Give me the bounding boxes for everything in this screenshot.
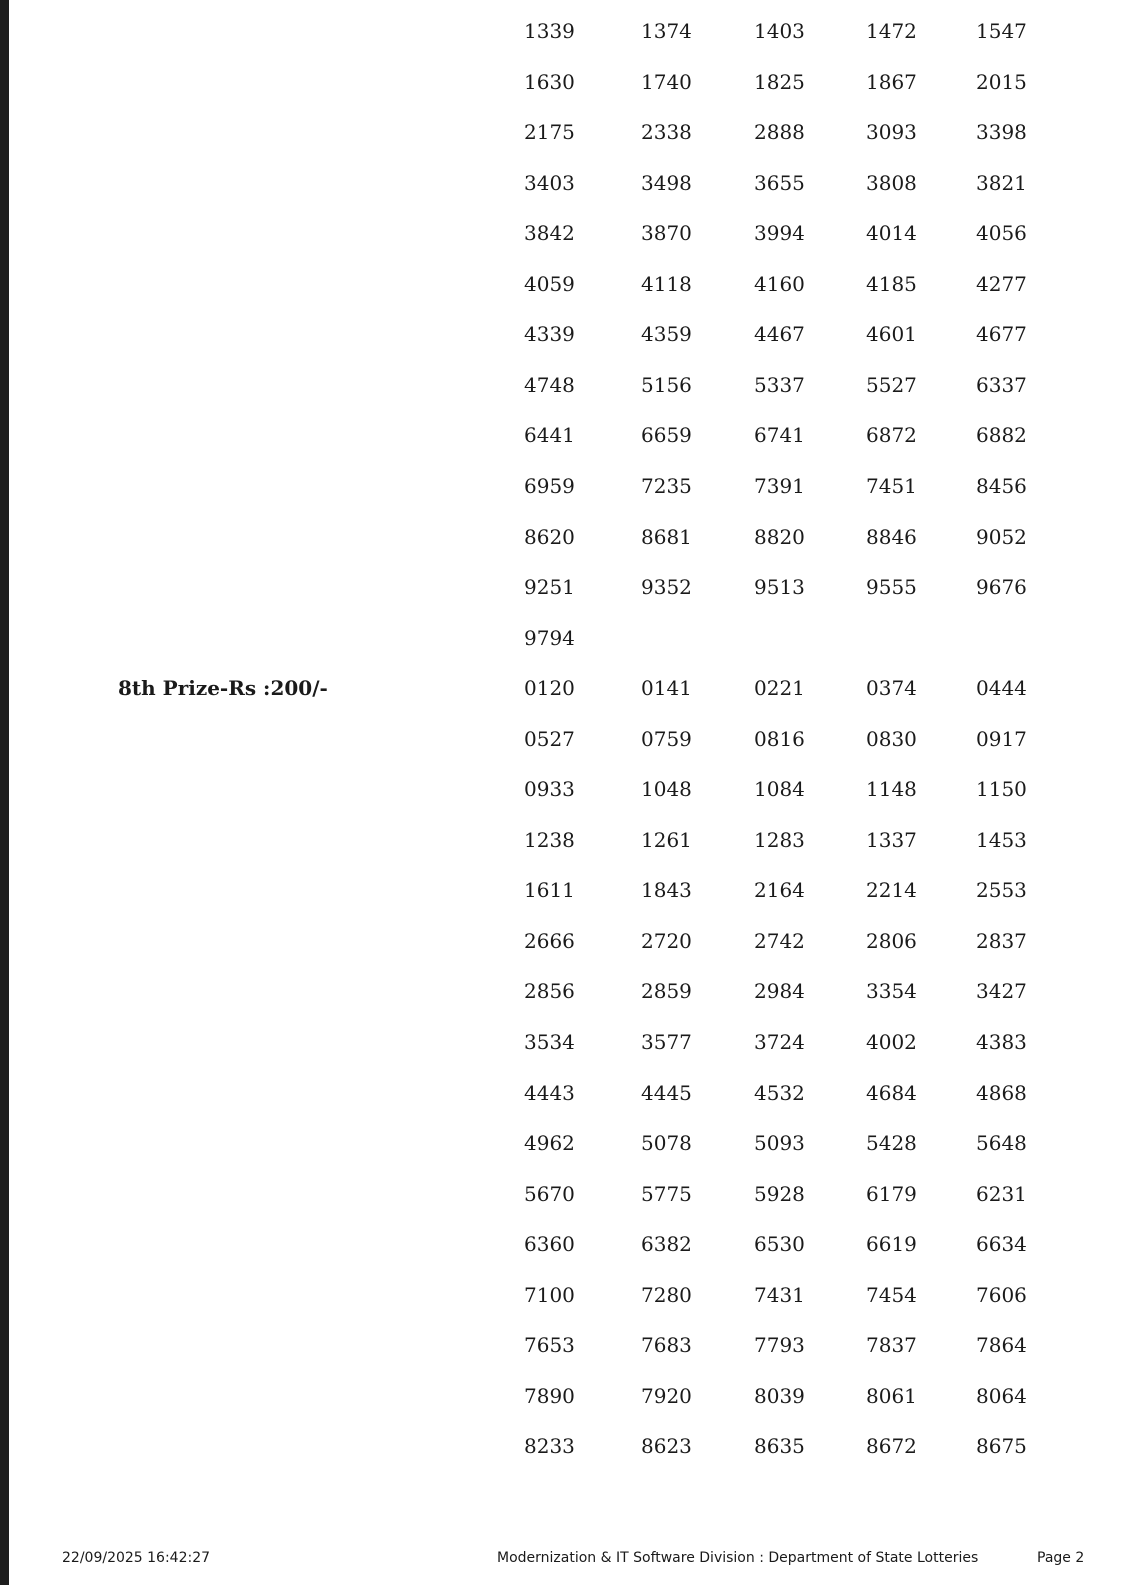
winning-number: 8061: [866, 1383, 917, 1408]
winning-number: 2806: [866, 928, 917, 953]
winning-number: 5337: [754, 372, 805, 397]
winning-number: 1403: [754, 19, 805, 43]
winning-number: 8681: [641, 524, 692, 549]
winning-number: 4601: [866, 322, 917, 347]
winning-number: 2720: [641, 928, 692, 953]
number-row: [0, 623, 1146, 653]
winning-number: 3821: [976, 170, 1027, 195]
winning-number: 2164: [754, 878, 805, 903]
winning-number: 4339: [524, 322, 575, 347]
number-row: [0, 319, 1146, 349]
winning-number: 3808: [866, 170, 917, 195]
number-row: [0, 117, 1146, 147]
winning-number: 4962: [524, 1131, 575, 1156]
winning-number: 3498: [641, 170, 692, 195]
number-row: [0, 774, 1146, 804]
winning-number: 2837: [976, 928, 1027, 953]
winning-number: 9251: [524, 575, 575, 600]
winning-number: 1374: [641, 19, 692, 43]
number-row: [0, 976, 1146, 1006]
winning-number: 1472: [866, 19, 917, 43]
winning-number: 3655: [754, 170, 805, 195]
winning-number: 1084: [754, 777, 805, 802]
winning-number: 4014: [866, 221, 917, 246]
number-row: [0, 572, 1146, 602]
winning-number: 5156: [641, 372, 692, 397]
winning-number: 1148: [866, 777, 917, 802]
winning-number: 4118: [641, 271, 692, 296]
winning-number: 0527: [524, 726, 575, 751]
winning-number: 7864: [976, 1333, 1027, 1358]
winning-number: 1283: [754, 827, 805, 852]
winning-number: 4868: [976, 1080, 1027, 1105]
winning-number: 0221: [754, 676, 805, 701]
winning-number: 4059: [524, 271, 575, 296]
winning-number: 3534: [524, 1030, 575, 1054]
winning-number: 7100: [524, 1282, 575, 1307]
winning-number: 6337: [976, 372, 1027, 397]
winning-number: 4748: [524, 372, 575, 397]
winning-number: 3398: [976, 120, 1027, 145]
winning-number: 8620: [524, 524, 575, 549]
number-row: [0, 471, 1146, 501]
winning-number: 9676: [976, 575, 1027, 600]
number-row: [0, 1280, 1146, 1310]
winning-number: 5093: [754, 1131, 805, 1156]
winning-number: 1825: [754, 69, 805, 94]
number-row: [0, 1330, 1146, 1360]
number-row: [0, 875, 1146, 905]
winning-number: 6659: [641, 423, 692, 448]
number-row: [0, 1078, 1146, 1108]
number-row: [0, 218, 1146, 248]
winning-number: 2553: [976, 878, 1027, 903]
winning-number: 2984: [754, 979, 805, 1004]
winning-number: 4359: [641, 322, 692, 347]
winning-number: 2175: [524, 120, 575, 145]
winning-number: 7920: [641, 1383, 692, 1408]
winning-number: 9513: [754, 575, 805, 600]
winning-number: 9052: [976, 524, 1027, 549]
number-row: [0, 926, 1146, 956]
winning-number: 3842: [524, 221, 575, 246]
winning-number: 1048: [641, 777, 692, 802]
winning-number: 0759: [641, 726, 692, 751]
winning-number: 8233: [524, 1434, 575, 1459]
winning-number: 7653: [524, 1333, 575, 1358]
winning-number: 7451: [866, 473, 917, 498]
winning-number: 7793: [754, 1333, 805, 1358]
prize-label-8th: 8th Prize-Rs :200/-: [118, 676, 328, 700]
winning-number: 8675: [976, 1434, 1027, 1459]
winning-number: 1339: [524, 19, 575, 43]
winning-number: 5527: [866, 372, 917, 397]
winning-number: 8623: [641, 1434, 692, 1459]
winning-number: 5648: [976, 1131, 1027, 1156]
winning-number: 2859: [641, 979, 692, 1004]
winning-number: 4277: [976, 271, 1027, 296]
winning-number: 6634: [976, 1232, 1027, 1257]
number-row: [0, 1179, 1146, 1209]
winning-number: 1867: [866, 69, 917, 94]
winning-number: 0141: [641, 676, 692, 701]
winning-number: 2338: [641, 120, 692, 145]
winning-number: 8039: [754, 1383, 805, 1408]
winning-number: 3724: [754, 1030, 805, 1054]
winning-number: 6872: [866, 423, 917, 448]
winning-number: 6619: [866, 1232, 917, 1257]
winning-number: 7890: [524, 1383, 575, 1408]
winning-number: 4002: [866, 1030, 917, 1054]
winning-number: 1740: [641, 69, 692, 94]
winning-number: 2214: [866, 878, 917, 903]
number-row: [0, 825, 1146, 855]
winning-number: 6382: [641, 1232, 692, 1257]
number-row: [0, 1128, 1146, 1158]
winning-number: 5775: [641, 1181, 692, 1206]
winning-number: 4532: [754, 1080, 805, 1105]
winning-number: 4684: [866, 1080, 917, 1105]
winning-number: 7235: [641, 473, 692, 498]
winning-number: 8672: [866, 1434, 917, 1459]
winning-number: 6231: [976, 1181, 1027, 1206]
winning-number: 1261: [641, 827, 692, 852]
number-row: [0, 370, 1146, 400]
winning-number: 5928: [754, 1181, 805, 1206]
winning-number: 8456: [976, 473, 1027, 498]
number-row: [0, 673, 1146, 703]
number-row: [0, 16, 1146, 46]
footer-page-number: Page 2: [1037, 1550, 1085, 1566]
footer-division: Modernization & IT Software Division : Department of State Lotteries: [497, 1550, 979, 1566]
winning-number: 4445: [641, 1080, 692, 1105]
winning-number: 7280: [641, 1282, 692, 1307]
winning-number: 1337: [866, 827, 917, 852]
number-row: [0, 1027, 1146, 1057]
winning-number: 0933: [524, 777, 575, 802]
winning-number: 4677: [976, 322, 1027, 347]
winning-number: 1611: [524, 878, 575, 903]
winning-number: 7683: [641, 1333, 692, 1358]
winning-number: 8846: [866, 524, 917, 549]
number-row: [0, 67, 1146, 97]
winning-number: 0444: [976, 676, 1027, 701]
footer-datetime: 22/09/2025 16:42:27: [62, 1550, 211, 1566]
winning-number: 1843: [641, 878, 692, 903]
number-row: [0, 724, 1146, 754]
winning-number: 4185: [866, 271, 917, 296]
winning-number: 7837: [866, 1333, 917, 1358]
winning-number: 8820: [754, 524, 805, 549]
winning-number: 6179: [866, 1181, 917, 1206]
winning-number: 3093: [866, 120, 917, 145]
winning-number: 3870: [641, 221, 692, 246]
winning-number: 4160: [754, 271, 805, 296]
winning-number: 6882: [976, 423, 1027, 448]
winning-number: 0816: [754, 726, 805, 751]
number-row: [0, 1381, 1146, 1411]
winning-number: 3577: [641, 1030, 692, 1054]
number-row: [0, 1229, 1146, 1259]
winning-number: 4467: [754, 322, 805, 347]
winning-number: 2666: [524, 928, 575, 953]
winning-number: 6741: [754, 423, 805, 448]
winning-number: 1547: [976, 19, 1027, 43]
winning-number: 3994: [754, 221, 805, 246]
winning-number: 1150: [976, 777, 1027, 802]
winning-number: 3427: [976, 979, 1027, 1004]
winning-number: 0120: [524, 676, 575, 701]
winning-number: 3354: [866, 979, 917, 1004]
winning-number: 2742: [754, 928, 805, 953]
winning-number: 6959: [524, 473, 575, 498]
winning-number: 0830: [866, 726, 917, 751]
winning-number: 6441: [524, 423, 575, 448]
winning-number: 1238: [524, 827, 575, 852]
number-row: [0, 269, 1146, 299]
winning-number: 7431: [754, 1282, 805, 1307]
winning-number: 5670: [524, 1181, 575, 1206]
winning-number: 9555: [866, 575, 917, 600]
winning-number: 2015: [976, 69, 1027, 94]
winning-number: 6360: [524, 1232, 575, 1257]
winning-number: 4383: [976, 1030, 1027, 1054]
winning-number: 2888: [754, 120, 805, 145]
winning-number: 1453: [976, 827, 1027, 852]
winning-number: 7454: [866, 1282, 917, 1307]
winning-number: 5428: [866, 1131, 917, 1156]
winning-number: 9352: [641, 575, 692, 600]
winning-number: 3403: [524, 170, 575, 195]
winning-number: 0374: [866, 676, 917, 701]
number-row: [0, 522, 1146, 552]
winning-number: 4443: [524, 1080, 575, 1105]
winning-number: 6530: [754, 1232, 805, 1257]
winning-number: 5078: [641, 1131, 692, 1156]
winning-number: 7606: [976, 1282, 1027, 1307]
winning-number: 2856: [524, 979, 575, 1004]
number-row: [0, 1431, 1146, 1461]
number-row: [0, 420, 1146, 450]
winning-number: 9794: [524, 625, 575, 650]
winning-number: 1630: [524, 69, 575, 94]
winning-number: 4056: [976, 221, 1027, 246]
winning-number: 0917: [976, 726, 1027, 751]
number-row: [0, 168, 1146, 198]
winning-number: 8064: [976, 1383, 1027, 1408]
winning-number: 7391: [754, 473, 805, 498]
winning-number: 8635: [754, 1434, 805, 1459]
